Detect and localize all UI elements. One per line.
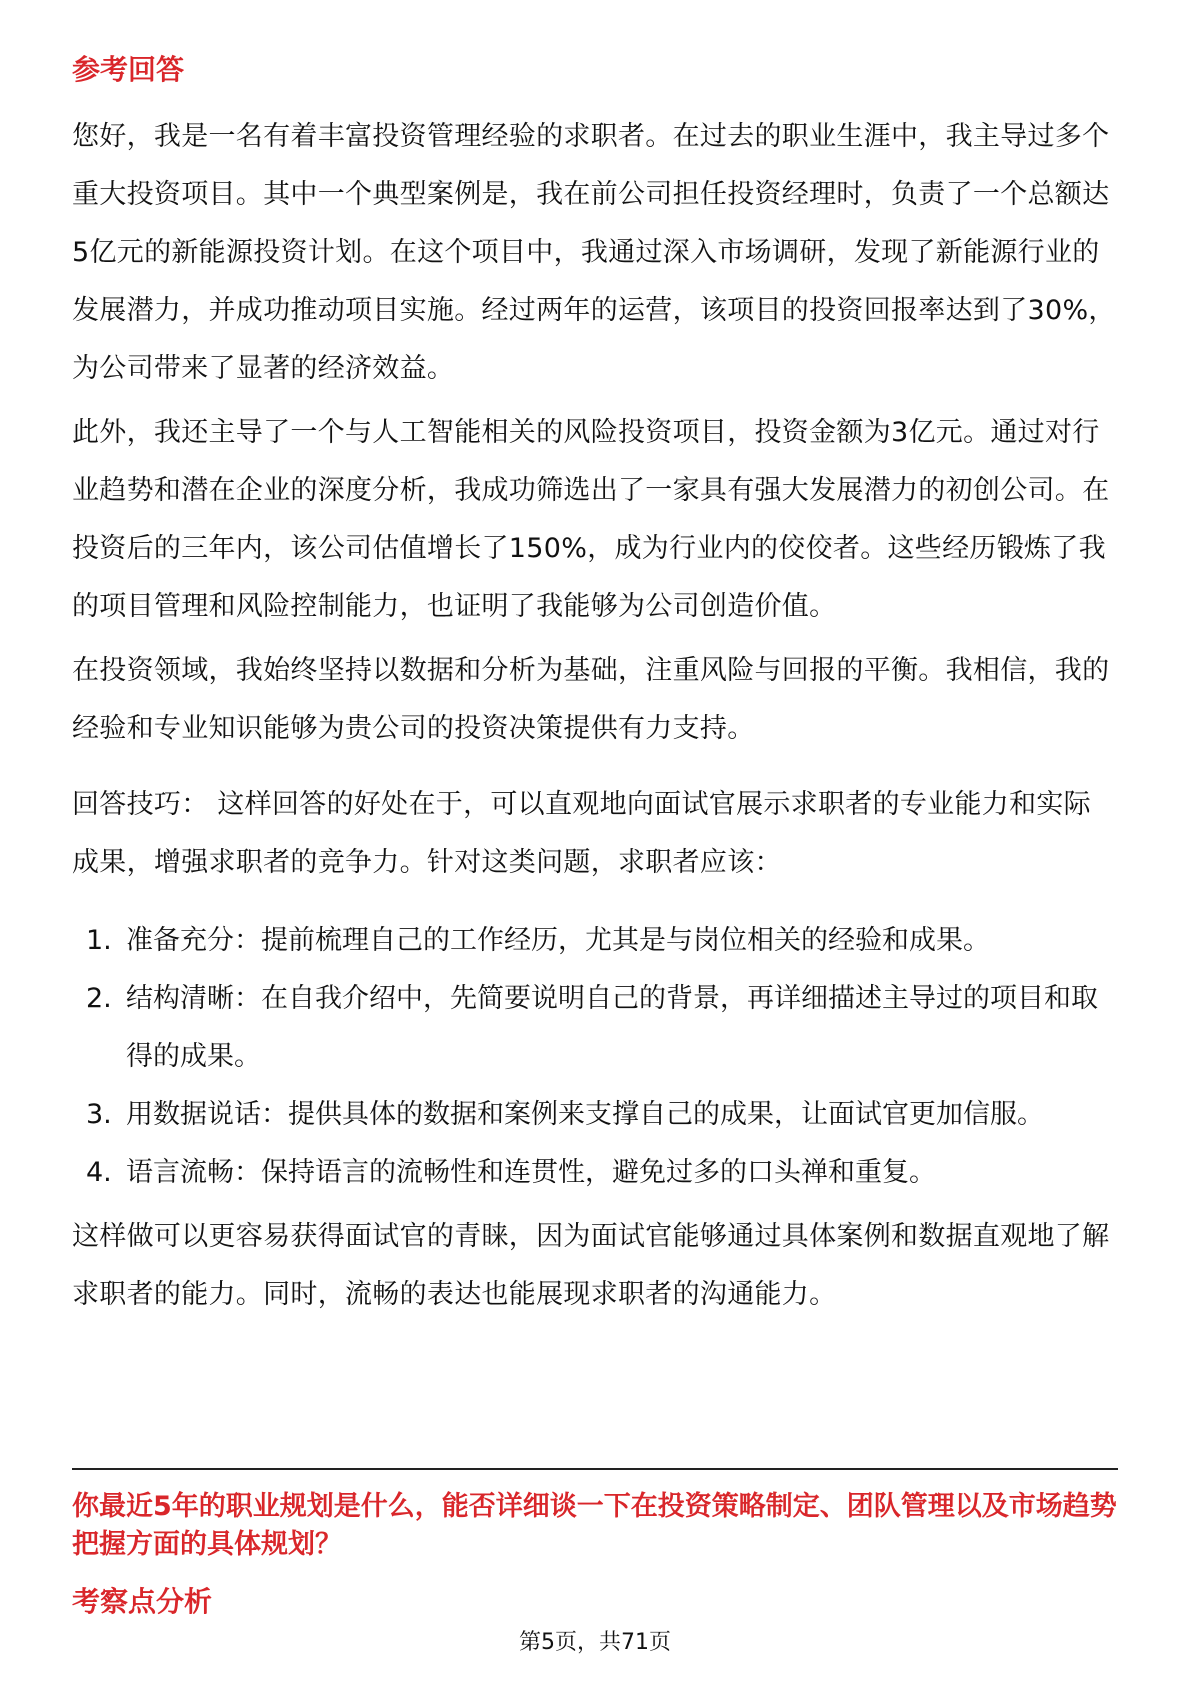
document-page bbox=[72, 0, 1118, 1684]
answer-paragraph-2: 此外，我还主导了一个与人工智能相关的风险投资项目，投资金额为3亿元。通过对行业趋势和潜在企业的深度分析，我成功筛选出了一家具有强大发展潜力的初创公司。在投资后的三年内，该公司估值增长了150%，成为行业内的佼佼者。这些经历锻炼了我的项目管理和风险控制能力，也证明了我能够为公司创造价值。 bbox=[72, 417, 1110, 622]
list-item-text: 用数据说话：提供具体的数据和案例来支撑自己的成果，让面试官更加信服。 bbox=[126, 1099, 1044, 1130]
page-number-footer: 第5页，共71页 bbox=[519, 1630, 671, 1655]
list-item bbox=[72, 970, 1118, 1086]
list-item bbox=[72, 912, 1118, 970]
list-item bbox=[72, 1144, 1118, 1202]
list-item-number: 4. bbox=[86, 1157, 112, 1188]
tips-list bbox=[72, 912, 1118, 1202]
list-item-text: 准备充分：提前梳理自己的工作经历，尤其是与岗位相关的经验和成果。 bbox=[126, 925, 990, 956]
answer-tips-intro: 回答技巧： 这样回答的好处在于，可以直观地向面试官展示求职者的专业能力和实际成果，增强求职者的竞争力。针对这类问题，求职者应该： bbox=[72, 789, 1091, 878]
answer-paragraph-3: 在投资领域，我始终坚持以数据和分析为基础，注重风险与回报的平衡。我相信，我的经验和专业知识能够为贵公司的投资决策提供有力支持。 bbox=[72, 655, 1110, 744]
answer-paragraph-1: 您好，我是一名有着丰富投资管理经验的求职者。在过去的职业生涯中，我主导过多个重大投资项目。其中一个典型案例是，我在前公司担任投资经理时，负责了一个总额达5亿元的新能源投资计划。在这个项目中，我通过深入市场调研，发现了新能源行业的发展潜力，并成功推动项目实施。经过两年的运营，该项目的投资回报率达到了30%，为公司带来了显著的经济效益。 bbox=[72, 121, 1116, 384]
next-question-heading: 你最近5年的职业规划是什么，能否详细谈一下在投资策略制定、团队管理以及市场趋势把握方面的具体规划？ bbox=[72, 1491, 1117, 1560]
list-item-number: 1. bbox=[86, 925, 112, 956]
list-item bbox=[72, 1086, 1118, 1144]
list-item-number: 2. bbox=[86, 983, 112, 1014]
closing-paragraph: 这样做可以更容易获得面试官的青睐，因为面试官能够通过具体案例和数据直观地了解求职者的能力。同时，流畅的表达也能展现求职者的沟通能力。 bbox=[72, 1221, 1110, 1310]
list-item-text: 结构清晰：在自我介绍中，先简要说明自己的背景，再详细描述主导过的项目和取得的成果。 bbox=[126, 983, 1098, 1072]
list-item-text: 语言流畅：保持语言的流畅性和连贯性，避免过多的口头禅和重复。 bbox=[126, 1157, 936, 1188]
list-item-number: 3. bbox=[86, 1099, 112, 1130]
section-divider bbox=[72, 1468, 1118, 1470]
section-heading-analysis: 考察点分析 bbox=[72, 1585, 213, 1618]
section-heading-reference-answer: 参考回答 bbox=[72, 53, 185, 86]
